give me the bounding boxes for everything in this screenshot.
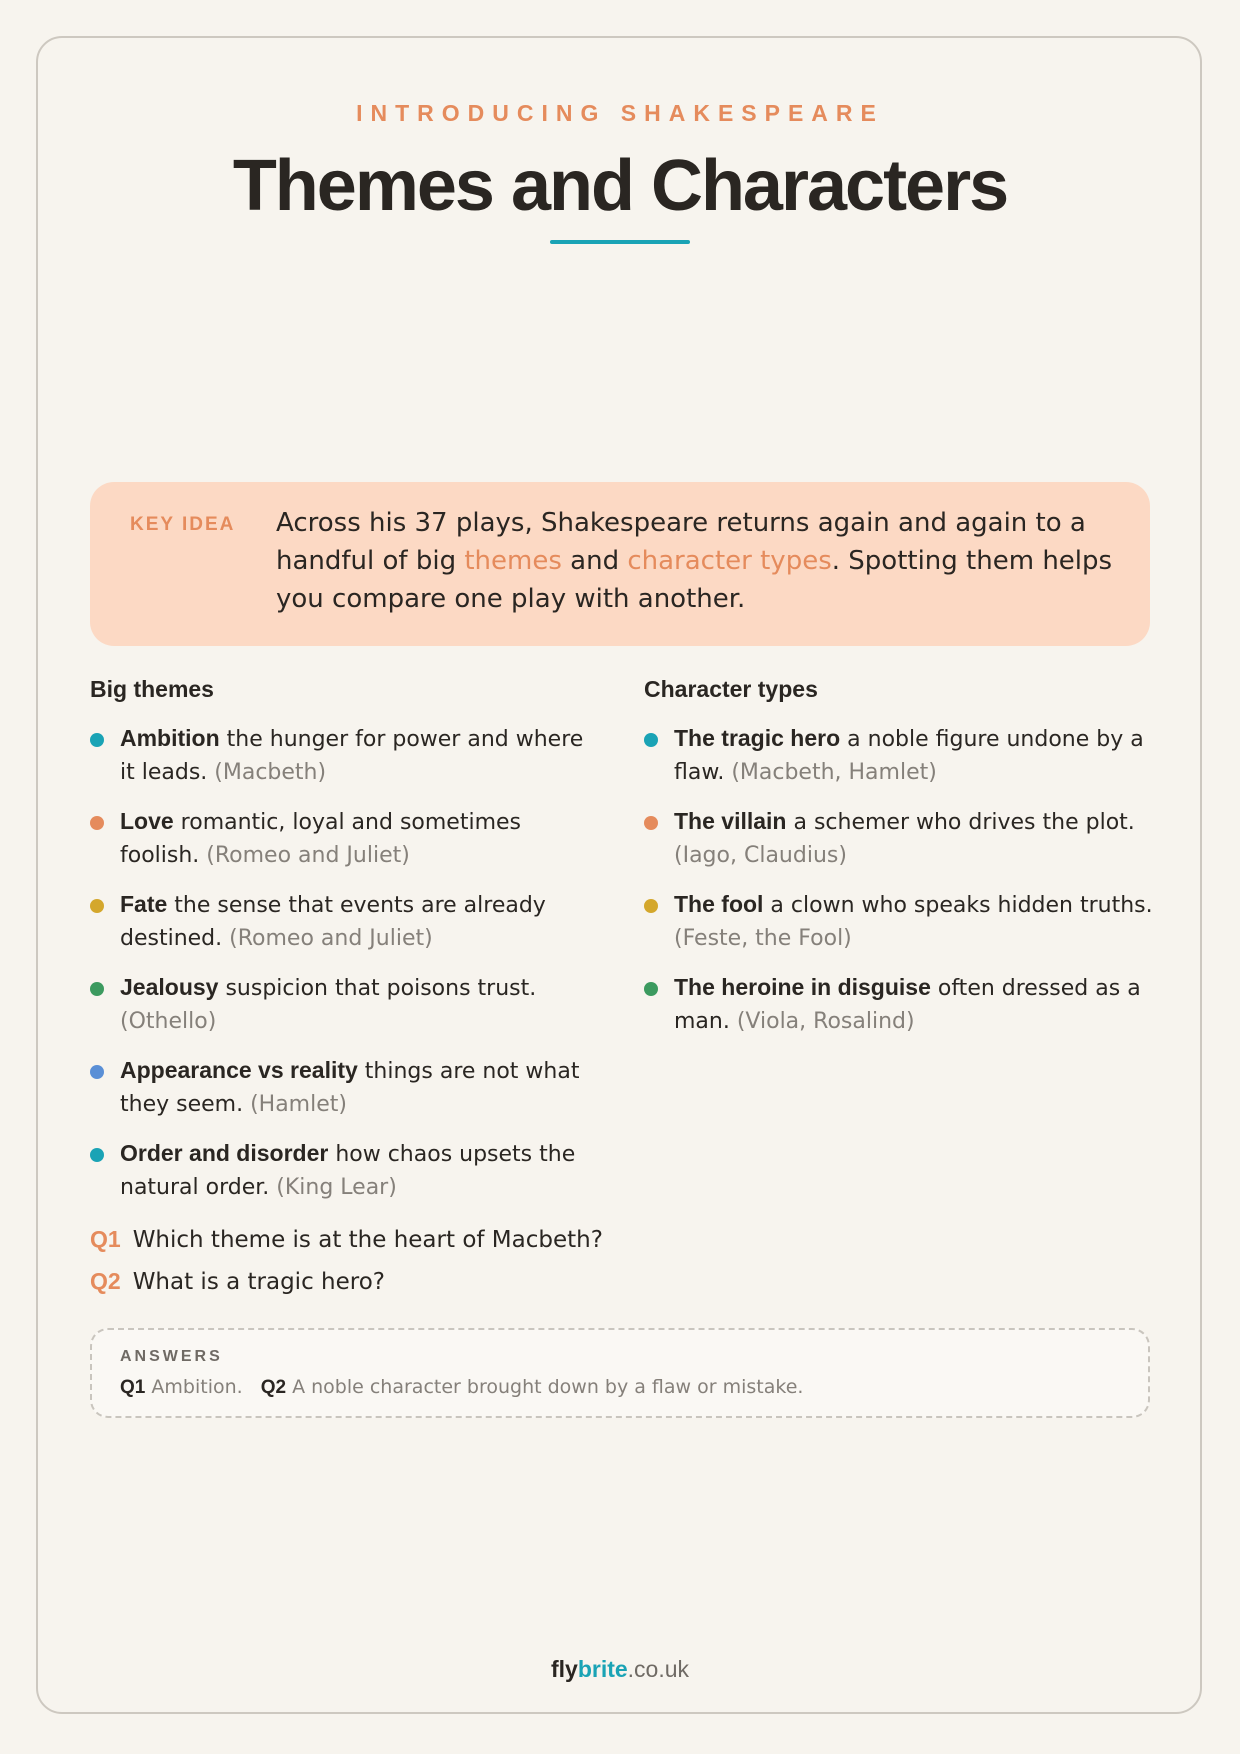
- list-item: [90, 722, 600, 789]
- key-idea-text-part: . Spotting them helps you compare one play with another.: [276, 546, 1113, 614]
- bullet-dot-icon: [644, 733, 658, 747]
- theme-term: Ambition: [120, 725, 220, 751]
- theme-ref: (Macbeth): [214, 760, 327, 785]
- theme-desc: how chaos upsets the natural order.: [120, 1142, 576, 1200]
- key-idea-label: KEY IDEA: [130, 514, 236, 535]
- list-item: [644, 722, 1154, 789]
- key-idea-box: [90, 482, 1150, 646]
- highlight-character-types: character types: [627, 546, 832, 576]
- key-idea-text-part: Across his 37 plays, Shakespeare returns again and again to a handful of big: [276, 508, 1086, 576]
- theme-ref: (King Lear): [276, 1175, 397, 1200]
- answer-number: Q1: [120, 1377, 146, 1398]
- theme-desc: romantic, loyal and sometimes foolish.: [120, 810, 521, 868]
- character-desc: a clown who speaks hidden truths.: [763, 893, 1153, 918]
- theme-term: Love: [120, 808, 174, 834]
- bullet-dot-icon: [90, 1065, 104, 1079]
- eyebrow-label: INTRODUCING SHAKESPEARE: [356, 100, 884, 126]
- theme-ref: (Hamlet): [250, 1092, 347, 1117]
- character-desc: often dressed as a man.: [674, 976, 1141, 1034]
- question-1: [90, 1226, 603, 1253]
- question-text: What is a tragic hero?: [132, 1269, 385, 1295]
- character-desc: a noble figure undone by a flaw.: [674, 727, 1144, 785]
- list-item: [90, 1054, 600, 1121]
- theme-term: Appearance vs reality: [120, 1057, 358, 1083]
- list-item: [90, 888, 600, 955]
- theme-ref: (Romeo and Juliet): [229, 926, 433, 951]
- characters-heading: Character types: [644, 676, 818, 702]
- themes-list: [90, 722, 600, 1220]
- character-term: The fool: [674, 891, 764, 917]
- answer-text: Ambition.: [145, 1376, 243, 1398]
- key-idea-text-part: and: [561, 546, 628, 576]
- footer-brand: [0, 1656, 1240, 1683]
- brand-domain: .co.uk: [627, 1656, 690, 1682]
- bullet-dot-icon: [90, 899, 104, 913]
- list-item: [644, 971, 1154, 1038]
- list-item: [90, 805, 600, 872]
- theme-ref: (Othello): [120, 1009, 217, 1034]
- answer-text: A noble character brought down by a flaw or mistake.: [286, 1376, 804, 1398]
- theme-term: Jealousy: [120, 974, 219, 1000]
- brand-part-brite: brite: [577, 1656, 628, 1682]
- list-item: [90, 971, 600, 1038]
- title-underline: [550, 240, 690, 244]
- bullet-dot-icon: [644, 899, 658, 913]
- theme-desc: things are not what they seem.: [120, 1059, 580, 1117]
- character-ref: (Iago, Claudius): [674, 843, 847, 868]
- theme-ref: (Romeo and Juliet): [206, 843, 410, 868]
- theme-desc: suspicion that poisons trust.: [218, 976, 537, 1001]
- answers-row: [120, 1376, 803, 1399]
- character-term: The heroine in disguise: [674, 974, 931, 1000]
- list-item: [644, 805, 1154, 872]
- bullet-dot-icon: [90, 733, 104, 747]
- bullet-dot-icon: [90, 1148, 104, 1162]
- character-term: The tragic hero: [674, 725, 841, 751]
- list-item: [644, 888, 1154, 955]
- theme-desc: the hunger for power and where it leads.: [120, 727, 584, 785]
- bullet-dot-icon: [90, 982, 104, 996]
- page-title: Themes and Characters: [232, 146, 1008, 226]
- answers-heading: ANSWERS: [120, 1348, 223, 1365]
- brand-part-fly: fly: [550, 1656, 578, 1682]
- character-term: The villain: [674, 808, 787, 834]
- question-number: Q2: [90, 1268, 121, 1294]
- question-text: Which theme is at the heart of Macbeth?: [132, 1227, 603, 1253]
- theme-term: Order and disorder: [120, 1140, 329, 1166]
- bullet-dot-icon: [644, 816, 658, 830]
- character-desc: a schemer who drives the plot.: [786, 810, 1135, 835]
- question-number: Q1: [90, 1226, 121, 1252]
- key-idea-text: [276, 504, 1126, 618]
- character-ref: (Feste, the Fool): [674, 926, 852, 951]
- answers-box: [90, 1328, 1150, 1418]
- bullet-dot-icon: [90, 816, 104, 830]
- themes-heading: Big themes: [90, 676, 214, 702]
- highlight-themes: themes: [464, 546, 562, 576]
- theme-desc: the sense that events are already destined.: [120, 893, 546, 951]
- characters-list: [644, 722, 1154, 1054]
- answer-number: Q2: [260, 1377, 287, 1398]
- character-ref: (Viola, Rosalind): [736, 1009, 915, 1034]
- question-2: [90, 1268, 385, 1295]
- character-ref: (Macbeth, Hamlet): [731, 760, 937, 785]
- list-item: [90, 1137, 600, 1204]
- theme-term: Fate: [120, 891, 168, 917]
- bullet-dot-icon: [644, 982, 658, 996]
